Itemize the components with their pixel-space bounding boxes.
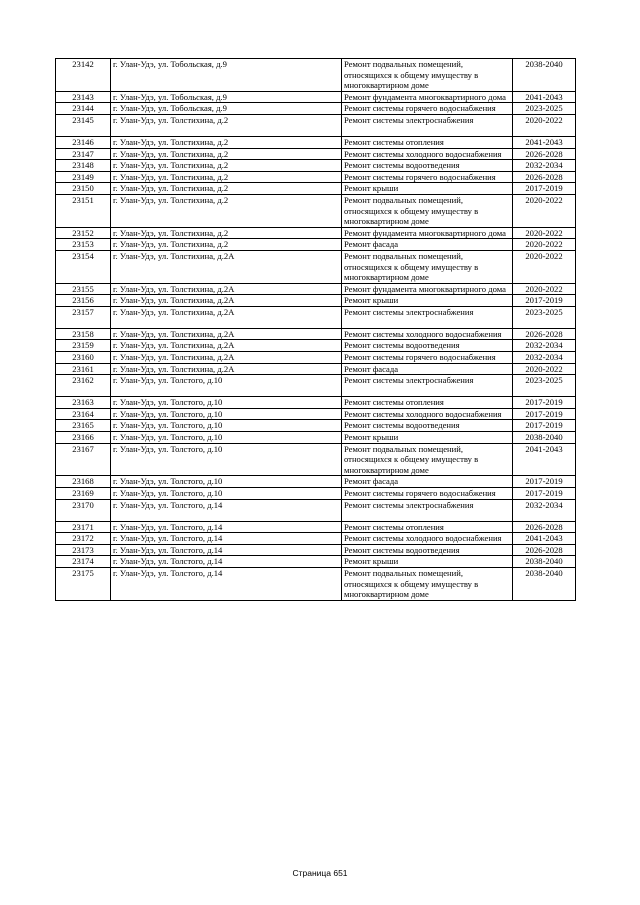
row-id: 23144 [56, 103, 111, 115]
row-work: Ремонт подвальных помещений, относящихся к общему имуществу в многоквартирном доме [342, 443, 513, 476]
row-term: 2017-2019 [513, 488, 576, 500]
row-id: 23165 [56, 420, 111, 432]
row-term: 2032-2034 [513, 160, 576, 172]
table-row [56, 91, 576, 103]
table-row [56, 375, 576, 397]
table-row [56, 521, 576, 533]
row-term: 2020-2022 [513, 363, 576, 375]
table-row [56, 148, 576, 160]
table-row [56, 340, 576, 352]
row-work: Ремонт фасада [342, 363, 513, 375]
row-term: 2026-2028 [513, 148, 576, 160]
row-id: 23154 [56, 250, 111, 283]
row-id: 23149 [56, 171, 111, 183]
row-address: г. Улан-Удэ, ул. Толстого, д.10 [111, 408, 342, 420]
row-address: г. Улан-Удэ, ул. Толстого, д.14 [111, 567, 342, 600]
table-row [56, 476, 576, 488]
table-row [56, 567, 576, 600]
page-footer [0, 868, 640, 878]
row-address: г. Улан-Удэ, ул. Толстихина, д.2А [111, 306, 342, 328]
row-id: 23170 [56, 499, 111, 521]
table-row [56, 283, 576, 295]
row-address: г. Улан-Удэ, ул. Толстого, д.10 [111, 488, 342, 500]
row-address: г. Улан-Удэ, ул. Толстихина, д.2А [111, 283, 342, 295]
row-id: 23159 [56, 340, 111, 352]
row-address: г. Улан-Удэ, ул. Толстого, д.14 [111, 533, 342, 545]
row-term: 2020-2022 [513, 114, 576, 136]
row-id: 23150 [56, 183, 111, 195]
row-id: 23163 [56, 397, 111, 409]
row-id: 23145 [56, 114, 111, 136]
row-term: 2017-2019 [513, 408, 576, 420]
row-id: 23167 [56, 443, 111, 476]
row-work: Ремонт подвальных помещений, относящихся к общему имуществу в многоквартирном доме [342, 194, 513, 227]
row-work: Ремонт системы холодного водоснабжения [342, 408, 513, 420]
table-row [56, 488, 576, 500]
table-row [56, 352, 576, 364]
row-address: г. Улан-Удэ, ул. Толстого, д.10 [111, 397, 342, 409]
row-work: Ремонт системы электроснабжения [342, 114, 513, 136]
row-id: 23151 [56, 194, 111, 227]
row-work: Ремонт фундамента многоквартирного дома [342, 91, 513, 103]
row-id: 23171 [56, 521, 111, 533]
row-work: Ремонт крыши [342, 183, 513, 195]
row-id: 23156 [56, 295, 111, 307]
row-work: Ремонт системы холодного водоснабжения [342, 148, 513, 160]
row-id: 23169 [56, 488, 111, 500]
row-id: 23175 [56, 567, 111, 600]
row-address: г. Улан-Удэ, ул. Толстихина, д.2А [111, 352, 342, 364]
row-term: 2020-2022 [513, 250, 576, 283]
row-term: 2032-2034 [513, 352, 576, 364]
row-work: Ремонт фасада [342, 476, 513, 488]
row-work: Ремонт системы отопления [342, 397, 513, 409]
row-id: 23148 [56, 160, 111, 172]
row-term: 2038-2040 [513, 59, 576, 92]
row-address: г. Улан-Удэ, ул. Толстихина, д.2 [111, 114, 342, 136]
row-address: г. Улан-Удэ, ул. Тобольская, д.9 [111, 103, 342, 115]
row-work: Ремонт системы горячего водоснабжения [342, 352, 513, 364]
row-address: г. Улан-Удэ, ул. Толстихина, д.2А [111, 363, 342, 375]
row-address: г. Улан-Удэ, ул. Толстихина, д.2А [111, 328, 342, 340]
table-row [56, 499, 576, 521]
row-work: Ремонт системы отопления [342, 521, 513, 533]
table-row [56, 59, 576, 92]
row-term: 2026-2028 [513, 328, 576, 340]
table-row [56, 432, 576, 444]
table-row [56, 239, 576, 251]
table-row [56, 171, 576, 183]
table-row [56, 533, 576, 545]
row-address: г. Улан-Удэ, ул. Тобольская, д.9 [111, 59, 342, 92]
row-id: 23146 [56, 136, 111, 148]
row-id: 23173 [56, 544, 111, 556]
row-address: г. Улан-Удэ, ул. Толстихина, д.2 [111, 239, 342, 251]
row-id: 23147 [56, 148, 111, 160]
row-term: 2041-2043 [513, 136, 576, 148]
table-row [56, 250, 576, 283]
row-address: г. Улан-Удэ, ул. Толстого, д.10 [111, 476, 342, 488]
row-work: Ремонт системы водоотведения [342, 340, 513, 352]
row-address: г. Улан-Удэ, ул. Толстихина, д.2А [111, 340, 342, 352]
row-term: 2038-2040 [513, 567, 576, 600]
table-row [56, 183, 576, 195]
row-address: г. Улан-Удэ, ул. Толстихина, д.2 [111, 136, 342, 148]
row-work: Ремонт системы электроснабжения [342, 499, 513, 521]
table-row [56, 397, 576, 409]
table-row [56, 103, 576, 115]
row-term: 2041-2043 [513, 91, 576, 103]
table-row [56, 443, 576, 476]
row-address: г. Улан-Удэ, ул. Толстихина, д.2 [111, 148, 342, 160]
row-address: г. Улан-Удэ, ул. Толстого, д.10 [111, 375, 342, 397]
row-id: 23166 [56, 432, 111, 444]
row-term: 2017-2019 [513, 295, 576, 307]
row-address: г. Улан-Удэ, ул. Тобольская, д.9 [111, 91, 342, 103]
row-address: г. Улан-Удэ, ул. Толстихина, д.2 [111, 160, 342, 172]
row-work: Ремонт системы водоотведения [342, 544, 513, 556]
row-term: 2017-2019 [513, 476, 576, 488]
row-address: г. Улан-Удэ, ул. Толстихина, д.2А [111, 295, 342, 307]
row-id: 23153 [56, 239, 111, 251]
row-work: Ремонт крыши [342, 432, 513, 444]
row-term: 2017-2019 [513, 183, 576, 195]
table-row [56, 544, 576, 556]
row-id: 23143 [56, 91, 111, 103]
table-row [56, 227, 576, 239]
row-id: 23162 [56, 375, 111, 397]
row-work: Ремонт крыши [342, 556, 513, 568]
row-id: 23152 [56, 227, 111, 239]
row-address: г. Улан-Удэ, ул. Толстого, д.14 [111, 499, 342, 521]
row-address: г. Улан-Удэ, ул. Толстихина, д.2 [111, 227, 342, 239]
row-address: г. Улан-Удэ, ул. Толстихина, д.2 [111, 194, 342, 227]
table-row [56, 114, 576, 136]
row-term: 2026-2028 [513, 544, 576, 556]
page-number: Страница 651 [292, 868, 348, 878]
row-work: Ремонт фундамента многоквартирного дома [342, 283, 513, 295]
row-id: 23157 [56, 306, 111, 328]
row-id: 23161 [56, 363, 111, 375]
table-row [56, 295, 576, 307]
row-id: 23158 [56, 328, 111, 340]
row-term: 2032-2034 [513, 340, 576, 352]
row-term: 2026-2028 [513, 171, 576, 183]
table-row [56, 136, 576, 148]
table-row [56, 194, 576, 227]
table-row [56, 160, 576, 172]
row-work: Ремонт подвальных помещений, относящихся к общему имуществу в многоквартирном доме [342, 567, 513, 600]
row-term: 2032-2034 [513, 499, 576, 521]
table-row [56, 408, 576, 420]
row-term: 2023-2025 [513, 103, 576, 115]
row-work: Ремонт системы водоотведения [342, 160, 513, 172]
row-term: 2017-2019 [513, 397, 576, 409]
row-address: г. Улан-Удэ, ул. Толстого, д.10 [111, 420, 342, 432]
table-row [56, 363, 576, 375]
row-id: 23142 [56, 59, 111, 92]
table-row [56, 420, 576, 432]
row-id: 23164 [56, 408, 111, 420]
row-work: Ремонт системы холодного водоснабжения [342, 328, 513, 340]
row-work: Ремонт системы горячего водоснабжения [342, 488, 513, 500]
row-work: Ремонт крыши [342, 295, 513, 307]
row-work: Ремонт системы холодного водоснабжения [342, 533, 513, 545]
row-address: г. Улан-Удэ, ул. Толстого, д.14 [111, 521, 342, 533]
row-work: Ремонт системы горячего водоснабжения [342, 171, 513, 183]
row-work: Ремонт системы электроснабжения [342, 306, 513, 328]
row-work: Ремонт фасада [342, 239, 513, 251]
row-address: г. Улан-Удэ, ул. Толстого, д.14 [111, 556, 342, 568]
row-work: Ремонт фундамента многоквартирного дома [342, 227, 513, 239]
row-term: 2023-2025 [513, 306, 576, 328]
row-term: 2023-2025 [513, 375, 576, 397]
row-work: Ремонт подвальных помещений, относящихся к общему имуществу в многоквартирном доме [342, 59, 513, 92]
capital-repair-table [55, 58, 576, 601]
row-term: 2038-2040 [513, 556, 576, 568]
row-id: 23172 [56, 533, 111, 545]
row-id: 23168 [56, 476, 111, 488]
row-address: г. Улан-Удэ, ул. Толстихина, д.2А [111, 250, 342, 283]
table-body [56, 59, 576, 601]
table-row [56, 556, 576, 568]
table-row [56, 328, 576, 340]
row-term: 2020-2022 [513, 194, 576, 227]
row-id: 23160 [56, 352, 111, 364]
row-address: г. Улан-Удэ, ул. Толстихина, д.2 [111, 171, 342, 183]
row-work: Ремонт подвальных помещений, относящихся к общему имуществу в многоквартирном доме [342, 250, 513, 283]
row-term: 2038-2040 [513, 432, 576, 444]
table-row [56, 306, 576, 328]
row-work: Ремонт системы водоотведения [342, 420, 513, 432]
row-term: 2041-2043 [513, 443, 576, 476]
row-address: г. Улан-Удэ, ул. Толстого, д.10 [111, 432, 342, 444]
row-term: 2017-2019 [513, 420, 576, 432]
row-term: 2026-2028 [513, 521, 576, 533]
row-id: 23174 [56, 556, 111, 568]
row-term: 2020-2022 [513, 227, 576, 239]
row-work: Ремонт системы горячего водоснабжения [342, 103, 513, 115]
row-address: г. Улан-Удэ, ул. Толстихина, д.2 [111, 183, 342, 195]
row-term: 2020-2022 [513, 239, 576, 251]
row-address: г. Улан-Удэ, ул. Толстого, д.10 [111, 443, 342, 476]
row-work: Ремонт системы электроснабжения [342, 375, 513, 397]
row-term: 2020-2022 [513, 283, 576, 295]
row-address: г. Улан-Удэ, ул. Толстого, д.14 [111, 544, 342, 556]
row-work: Ремонт системы отопления [342, 136, 513, 148]
row-term: 2041-2043 [513, 533, 576, 545]
row-id: 23155 [56, 283, 111, 295]
